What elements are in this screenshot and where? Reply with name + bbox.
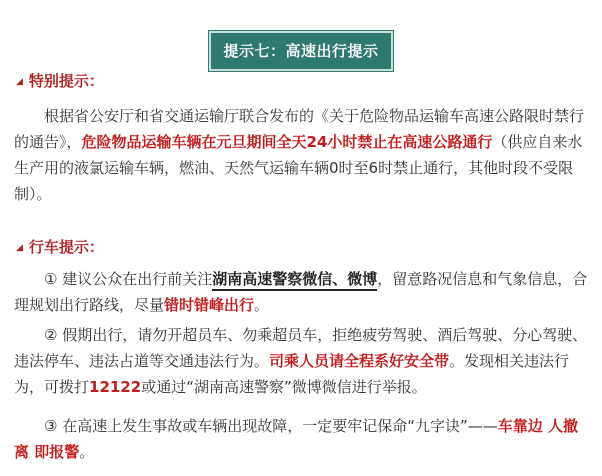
driving-item-3 — [14, 413, 588, 465]
item1-text-e: 。 — [254, 296, 270, 314]
triangle-marker-icon: ◢ — [16, 77, 23, 87]
item1-highlight-offpeak: 错时错峰出行 — [164, 296, 255, 314]
driving-heading — [16, 236, 104, 257]
item2-text-e: 或通过“湖南高速警察”微博微信进行举报。 — [141, 378, 427, 396]
item1-text-c: ，留意路况信息和气象信息，合理规划出行路线，尽量 — [14, 270, 588, 314]
driving-item-1 — [14, 266, 588, 318]
item3-text-c: 。 — [79, 443, 95, 461]
item2-text-c: 。发现相关违法行为，可拨打 — [14, 352, 570, 396]
item3-text-a: ③ 在高速上发生事故或车辆出现故障，一定要牢记保命“九字诀”—— — [44, 417, 498, 435]
title-banner — [0, 31, 602, 71]
special-paragraph — [14, 103, 588, 207]
driving-item-2 — [14, 322, 588, 400]
item2-text-a: ② 假期出行，请勿开超员车、勿乘超员车，拒绝疲劳驾驶、酒后驾驶、分心驾驶、违法停车、违法占道等交通违法行为。 — [14, 326, 588, 370]
special-heading-label: 特别提示： — [28, 72, 104, 90]
item1-text-a: ① 建议公众在出行前关注 — [44, 270, 213, 288]
item2-highlight-hotline: 12122 — [89, 378, 142, 396]
item3-highlight-rule: 车靠边 人撤离 即报警 — [14, 417, 578, 461]
item2-highlight-seatbelt: 司乘人员请全程系好安全带 — [269, 352, 450, 370]
special-text-a: 根据省公安厅和省交通运输厅联合发布的《关于危险物品运输车高速公路限时禁行的通告》， — [14, 107, 585, 151]
special-text-highlight: 危险物品运输车辆在元旦期间全天24小时禁止在高速公路通行 — [81, 133, 493, 151]
item1-highlight-account: 湖南高速警察微信、微博 — [212, 270, 377, 291]
section-title: 提示七：高速出行提示 — [209, 31, 392, 71]
triangle-marker-icon: ◢ — [16, 243, 23, 253]
driving-heading-label: 行车提示： — [28, 238, 104, 256]
special-text-c: （供应自来水生产用的液氯运输车辆，燃油、天然气运输车辆0时至6时禁止通行，其他时段不受限制）。 — [14, 133, 583, 203]
special-heading — [16, 70, 104, 91]
